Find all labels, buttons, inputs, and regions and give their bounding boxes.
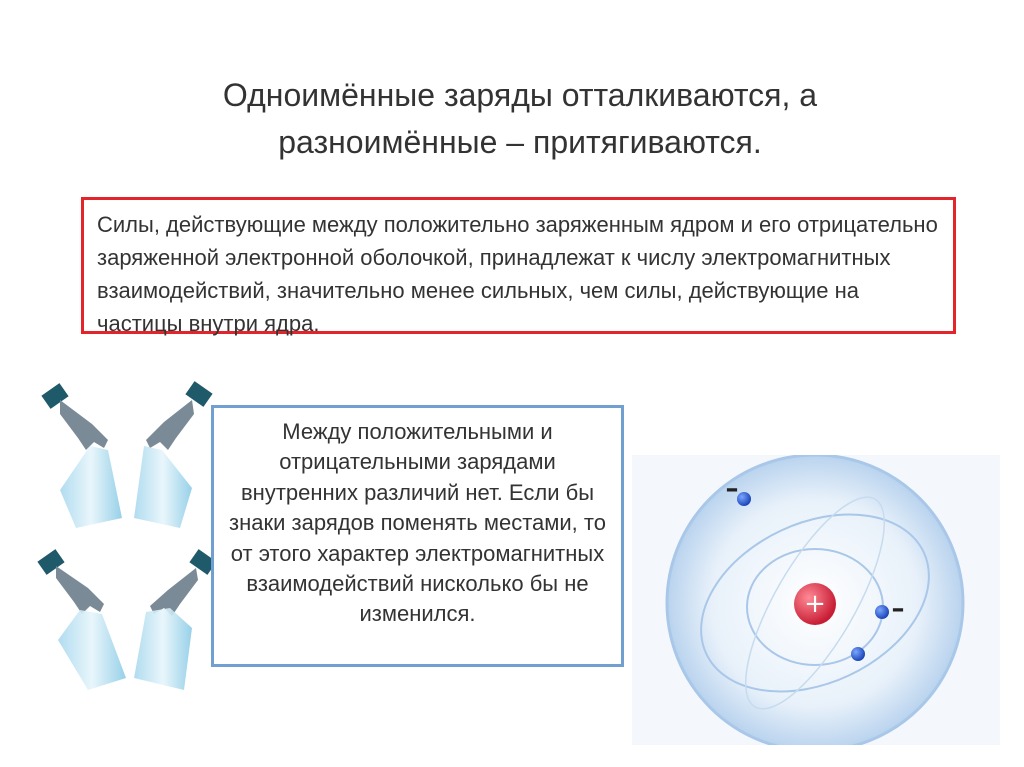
blue-bordered-textbox xyxy=(211,405,624,667)
hand-icon xyxy=(41,383,108,450)
blue-box-text: Между положительными и отрицательными зарядами внутренних различий нет. Если бы знаки зарядов поменять местами, то от этого характер электромагнитных взаимодействий нисколько бы не изменился. xyxy=(229,419,606,627)
hand-icon xyxy=(150,549,217,616)
title-line-1: Одноимённые заряды отталкиваются, а xyxy=(222,77,818,113)
title-line-2: разноимённые – притягиваются. xyxy=(278,124,762,160)
strip-icon xyxy=(134,446,192,528)
strip-icon xyxy=(58,610,126,690)
electron-sign: – xyxy=(891,594,905,624)
hands-with-strips-illustration xyxy=(30,378,220,708)
electron xyxy=(851,647,865,661)
nucleus-sign: + xyxy=(804,589,826,619)
strip-icon xyxy=(134,608,192,690)
electron xyxy=(875,605,889,619)
red-bordered-textbox xyxy=(81,197,956,334)
strip-icon xyxy=(60,446,122,528)
red-box-text: Силы, действующие между положительно заряженным ядром и его отрицательно заряженной электронной оболочкой, принадлежат к числу электромагнитных взаимодействий, значительно менее сильных, чем силы, действующие на частицы внутри ядра. xyxy=(97,212,938,336)
hand-icon xyxy=(37,549,104,614)
electron xyxy=(737,492,751,506)
atom-illustration xyxy=(632,455,1000,745)
slide-title xyxy=(120,72,920,166)
hand-icon xyxy=(146,381,213,450)
electron-sign: – xyxy=(725,474,739,504)
